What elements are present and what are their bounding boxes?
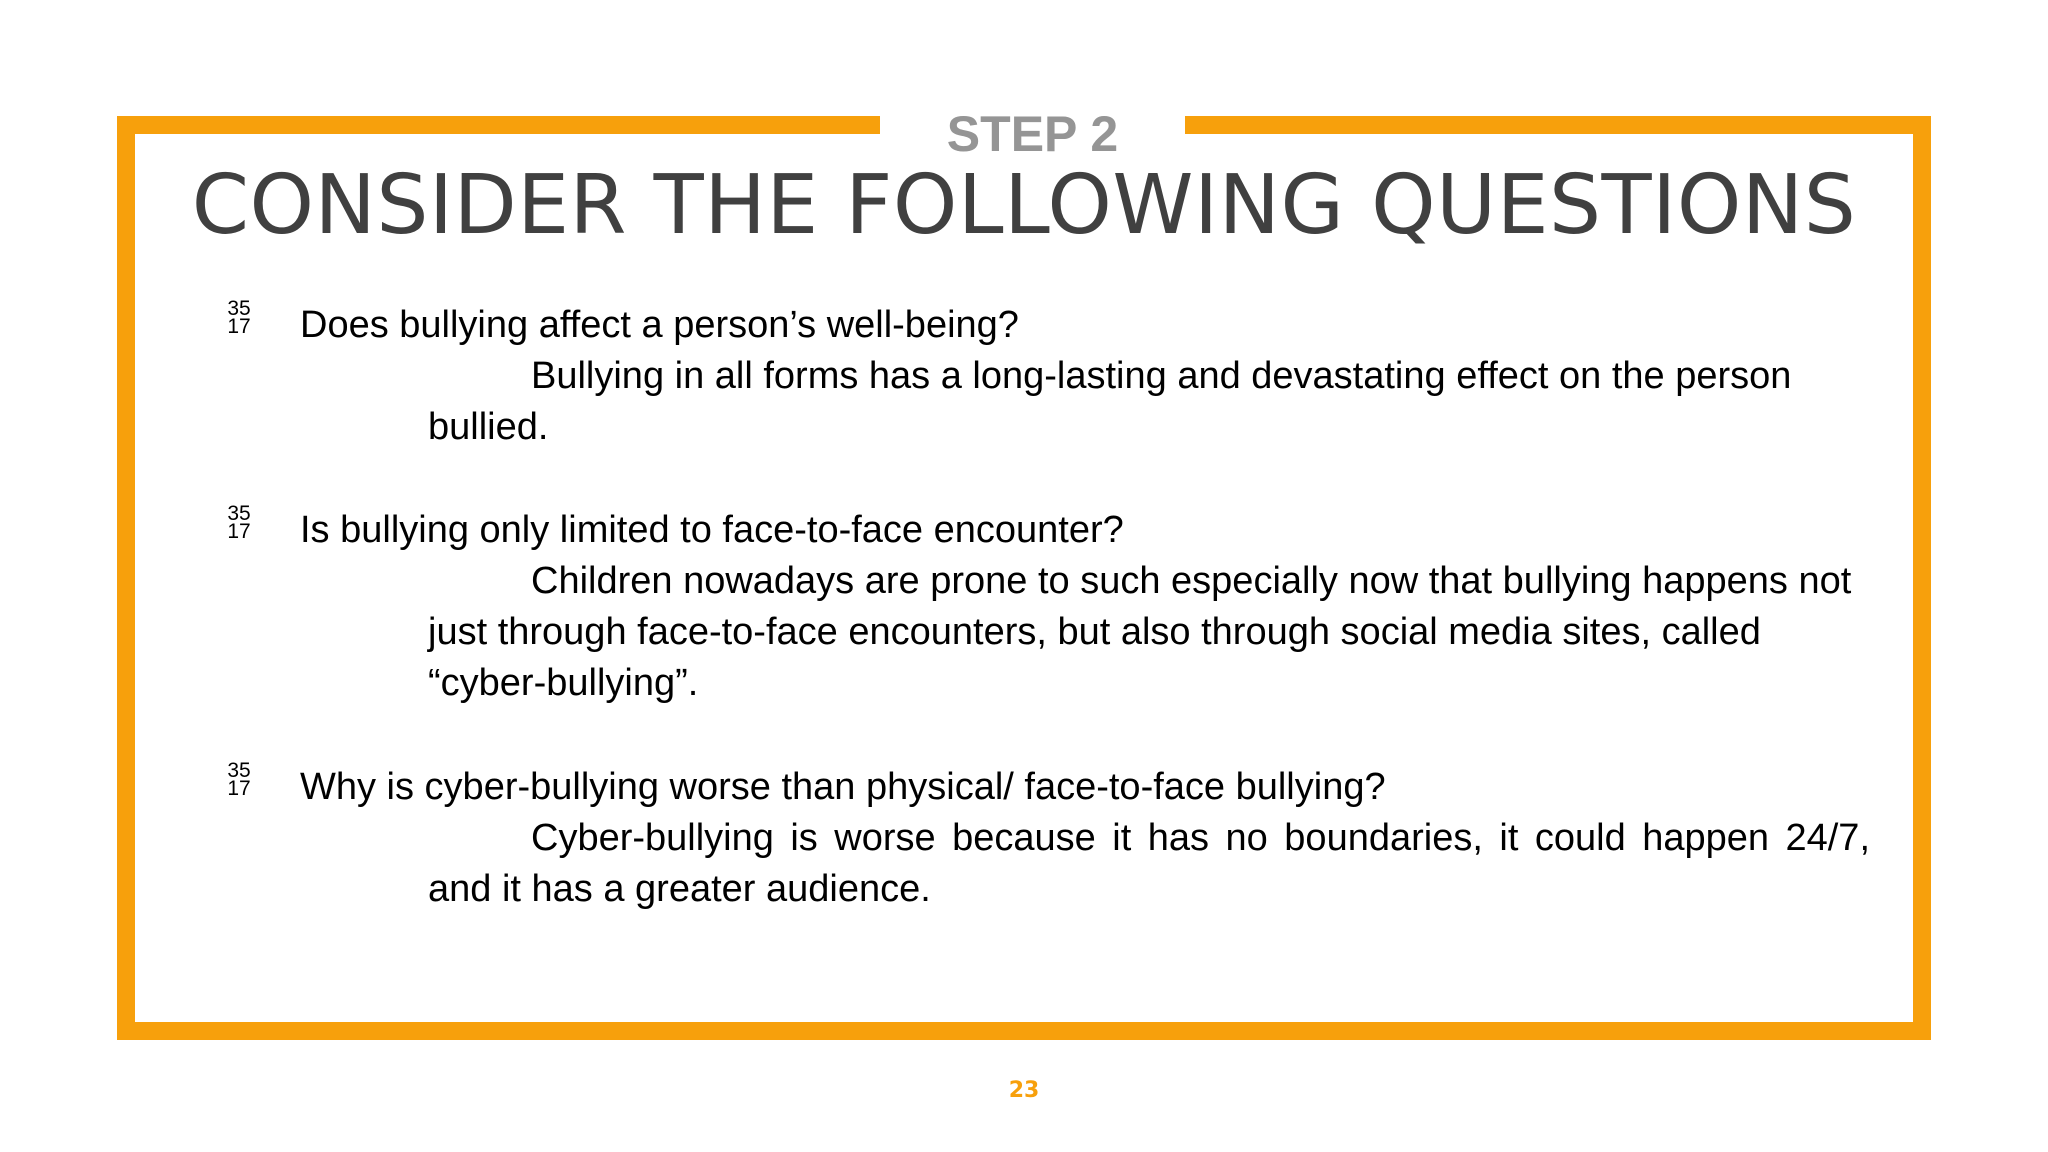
bullet-marker	[224, 502, 254, 543]
bullet-bottom: 17	[227, 315, 251, 338]
bullet-top: 35	[227, 759, 251, 782]
page-number: 23	[1008, 1078, 1040, 1103]
bullet-bottom: 17	[227, 520, 251, 543]
answer-text: Cyber-bullying is worse because it has no boundaries, it could happen 24/7, and it has a greater audience.	[428, 817, 1870, 910]
bullet-top: 35	[227, 297, 251, 320]
bullet-marker	[224, 759, 254, 800]
question-text: Does bullying affect a person’s well-being?	[300, 304, 1019, 346]
step-label: STEP 2	[946, 106, 1119, 162]
slide-title: CONSIDER THE FOLLOWING QUESTIONS	[191, 158, 1857, 253]
bullet-bottom: 17	[227, 777, 251, 800]
question-text: Why is cyber-bullying worse than physical/ face-to-face bullying?	[300, 766, 1386, 808]
bullet-marker	[224, 297, 254, 338]
question-text: Is bullying only limited to face-to-face encounter?	[300, 509, 1124, 551]
answer-text: Children nowadays are prone to such especially now that bullying happens not just through face-to-face encounters, but also through social media sites, called “cyber-bullying”.	[428, 560, 1852, 704]
bullet-top: 35	[227, 502, 251, 525]
answer-text: Bullying in all forms has a long-lasting and devastating effect on the person bullied.	[428, 355, 1792, 448]
